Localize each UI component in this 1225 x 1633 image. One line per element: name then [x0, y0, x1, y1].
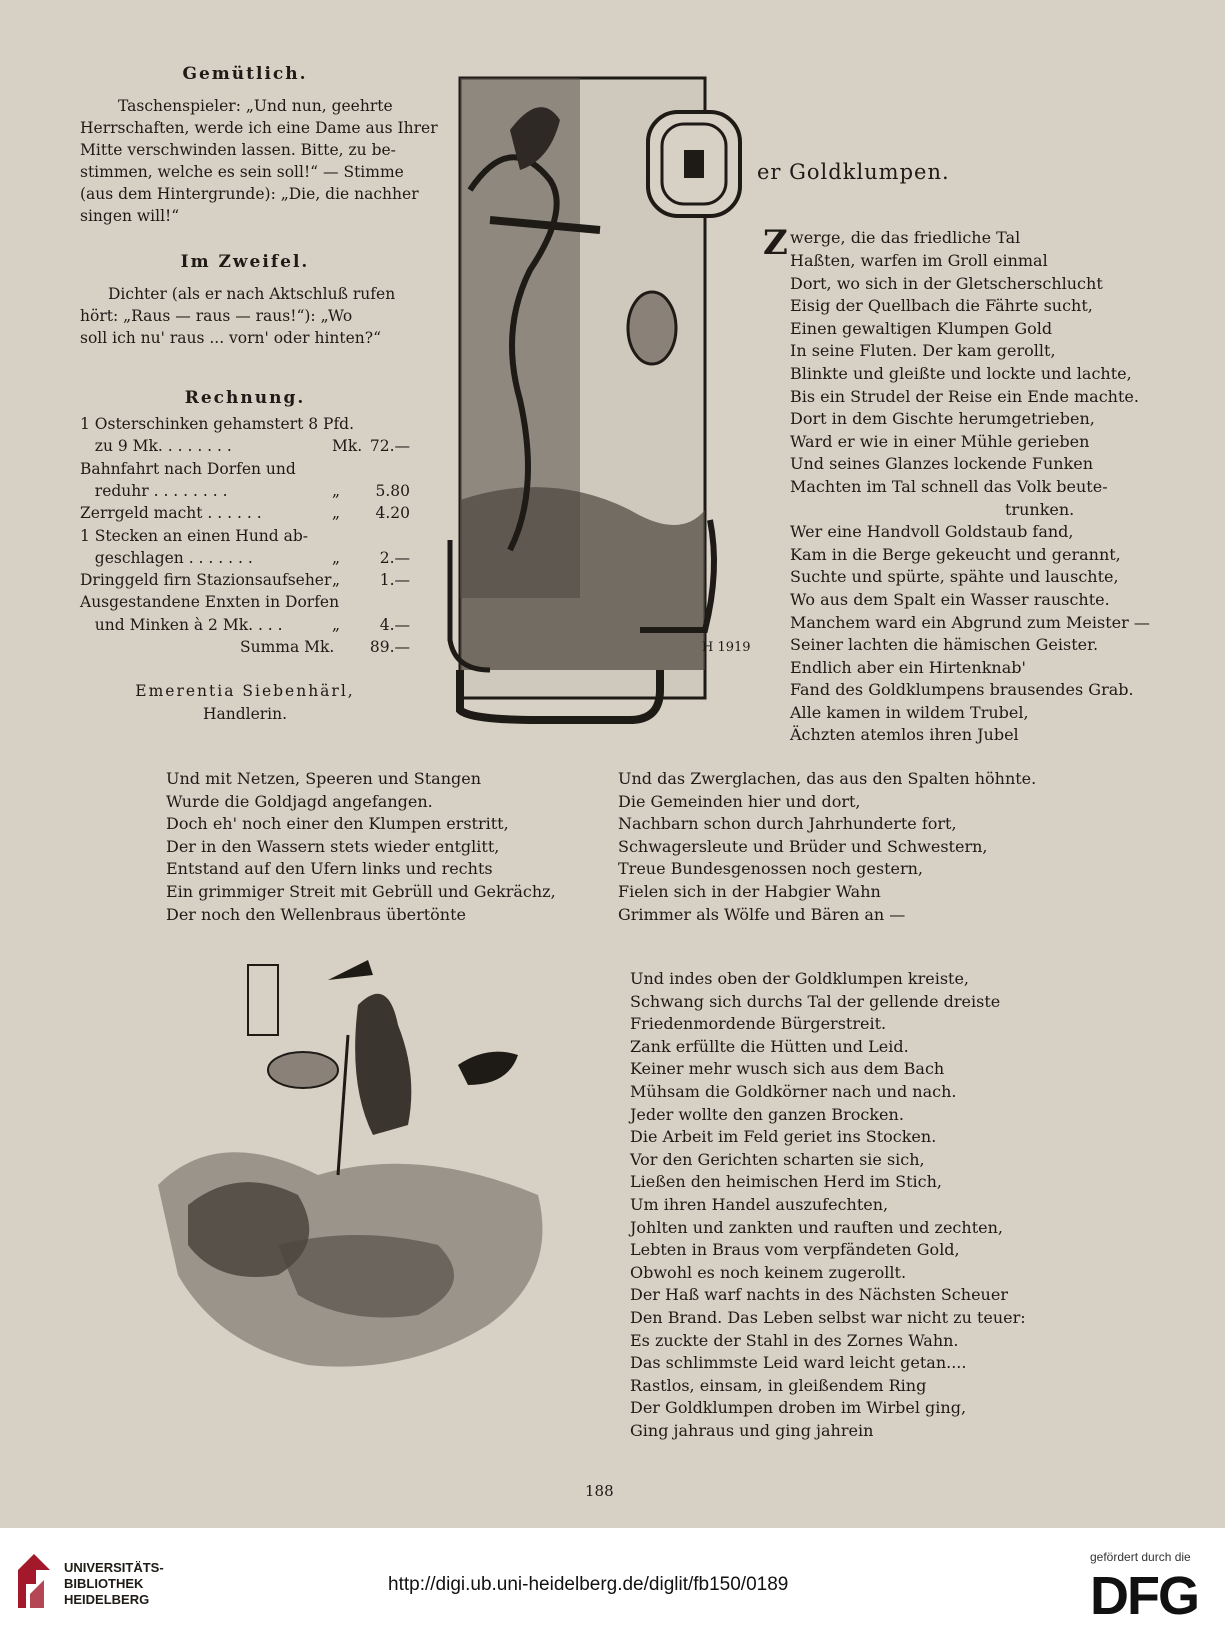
poem-line: Das schlimmste Leid ward leicht getan....: [630, 1353, 967, 1373]
rechnung-item: Bahnfahrt nach Dorfen und: [80, 459, 296, 478]
text-line: soll ich nu' raus ... vorn' oder hinten?“: [80, 329, 382, 347]
rechnung-row: [80, 504, 410, 526]
rechnung-currency: Mk.: [332, 437, 363, 456]
poem-line: Ließen den heimischen Herd im Stich,: [630, 1172, 943, 1192]
university-line-2: BIBLIOTHEK: [64, 1576, 144, 1591]
poem-line: Die Gemeinden hier und dort,: [618, 791, 861, 811]
digitization-footer: [0, 1528, 1225, 1633]
poem-line: Einen gewaltigen Klumpen Gold: [790, 318, 1053, 338]
poem-line: Doch eh' noch einer den Klumpen erstritt,: [166, 814, 509, 834]
poem-first-line: werge, die das friedliche Tal: [790, 228, 1021, 247]
poem-line: Lebten in Braus vom verpfändeten Gold,: [630, 1240, 960, 1260]
poem-line: Die Arbeit im Feld geriet ins Stocken.: [630, 1127, 937, 1147]
dfg-logo: DFG: [1090, 1566, 1198, 1626]
rechnung-amount: 89.—: [369, 638, 410, 656]
rechnung-item: zu 9 Mk. . . . . . . .: [80, 437, 232, 456]
rechnung-item: reduhr . . . . . . . .: [80, 481, 228, 500]
poem-line: Eisig der Quellbach die Fährte sucht,: [790, 296, 1093, 316]
text-line: hört: „Raus — raus — raus!“): „Wo: [80, 307, 353, 325]
poem-stanza-4: [630, 968, 1026, 1442]
text-line: Taschenspieler: „Und nun, geehrte: [118, 97, 393, 115]
poem-line: Grimmer als Wölfe und Bären an —: [618, 904, 906, 924]
rechnung-amount: 5.80: [375, 481, 410, 500]
heading-im-zweifel: Im Zweifel.: [180, 252, 310, 272]
rechnung-item: Zerrgeld macht . . . . . .: [80, 504, 262, 523]
rechnung-currency: Summa Mk.: [240, 638, 335, 656]
poem-title: er Goldklumpen.: [757, 160, 950, 184]
poem-line: Und mit Netzen, Speeren und Stangen: [166, 769, 482, 788]
rechnung-currency: „: [332, 615, 341, 634]
rechnung-amount: 4.—: [379, 615, 410, 634]
poem-line: Mühsam die Goldkörner nach und nach.: [630, 1081, 957, 1101]
poem-line: Der noch den Wellenbraus übertönte: [166, 904, 466, 924]
heading-rechnung: Rechnung.: [184, 388, 306, 408]
poem-line: Manchem ward ein Abgrund zum Meister —: [790, 612, 1150, 632]
text-line: Dichter (als er nach Aktschluß rufen: [108, 285, 396, 303]
poem-line: Bis ein Strudel der Reise ein Ende machte.: [790, 386, 1139, 406]
rechnung-amount: 1.—: [379, 571, 410, 590]
poem-line: Dort, wo sich in der Gletscherschlucht: [790, 273, 1103, 293]
poem-line: trunken.: [1005, 499, 1075, 519]
rechnung-item: 1 Stecken an einen Hund ab-: [80, 526, 309, 545]
poem-line: Der Goldklumpen droben im Wirbel ging,: [630, 1398, 967, 1418]
poem-line: Und indes oben der Goldklumpen kreiste,: [630, 969, 970, 988]
rechnung-amount: 72.—: [369, 437, 410, 456]
poem-line: Dort in dem Gischte herumgetrieben,: [790, 409, 1095, 429]
poem-stanza-2: [166, 768, 556, 926]
text-line: stimmen, welche es sein soll!“ — Stimme: [80, 163, 404, 181]
text-line: Mitte verschwinden lassen. Bitte, zu be-: [80, 141, 396, 159]
rechnung-row: [80, 482, 410, 504]
poem-line: Ward er wie in einer Mühle gerieben: [790, 431, 1090, 451]
poem-line: Den Brand. Das Leben selbst war nicht zu teuer:: [630, 1307, 1026, 1327]
poem-line: Treue Bundesgenossen noch gestern,: [618, 859, 924, 879]
poem-line: Und seines Glanzes lockende Funken: [790, 454, 1094, 474]
poem-line: Fielen sich in der Habgier Wahn: [618, 881, 881, 901]
poem-line: Kam in die Berge gekeucht und gerannt,: [790, 544, 1121, 564]
rechnung-currency: „: [332, 571, 341, 590]
signature-role: Handlerin.: [202, 705, 288, 723]
poem-line: Haßten, warfen im Groll einmal: [790, 251, 1048, 270]
poem-line: Seiner lachten die hämischen Geister.: [790, 635, 1099, 655]
rechnung-row: [80, 616, 410, 638]
poem-line: Johlten und zankten und rauften und zechten,: [630, 1217, 1003, 1237]
rechnung-currency: „: [332, 548, 341, 567]
poem-line: Um ihren Handel auszufechten,: [630, 1194, 889, 1214]
poem-line: In seine Fluten. Der kam gerollt,: [790, 341, 1056, 361]
poem-line: Der Haß warf nachts in des Nächsten Scheuer: [630, 1285, 1008, 1305]
poem-line: Fand des Goldklumpens brausendes Grab.: [790, 680, 1134, 700]
poem-line: Und das Zwerglachen, das aus den Spalten höhnte.: [618, 769, 1037, 788]
poem-line: Vor den Gerichten scharten sie sich,: [630, 1149, 925, 1169]
poem-line: Entstand auf den Ufern links und rechts: [166, 859, 493, 879]
rechnung-item: und Minken à 2 Mk. . . .: [80, 615, 283, 634]
rechnung-currency: „: [332, 504, 341, 523]
zweifel-text: [80, 283, 416, 349]
university-name: [64, 1560, 164, 1608]
poem-line: Ging jahraus und ging jahrein: [630, 1420, 874, 1440]
rechnung-item: Dringgeld firn Stazionsaufseher: [80, 571, 332, 590]
rechnung-row: [80, 460, 410, 482]
rechnung-row: [80, 593, 410, 615]
university-line-1: UNIVERSITÄTS-: [64, 1560, 164, 1575]
rechnung-row: [80, 527, 410, 549]
poem-stanza-3: [618, 768, 1036, 926]
text-line: singen will!“: [80, 207, 180, 225]
poem-dropcap: Z: [763, 223, 788, 263]
poem-line: Keiner mehr wusch sich aus dem Bach: [630, 1059, 945, 1079]
signature-name: Emerentia Siebenhärl,: [135, 682, 355, 700]
university-line-3: HEIDELBERG: [64, 1592, 150, 1607]
poem-line: Rastlos, einsam, in gleißendem Ring: [630, 1375, 927, 1395]
poem-line: Ächzten atemlos ihren Jubel: [790, 725, 1019, 745]
poem-line: Nachbarn schon durch Jahrhunderte fort,: [618, 814, 957, 834]
poem-line: Jeder wollte den ganzen Brocken.: [630, 1104, 904, 1124]
poem-stanza-1: [790, 250, 1150, 747]
gemuetlich-text: [80, 95, 438, 227]
source-url-link[interactable]: http://digi.ub.uni-heidelberg.de/diglit/fb150/0189: [388, 1574, 789, 1595]
rechnung-amount: 2.—: [379, 548, 410, 567]
rechnung-currency: „: [332, 481, 341, 500]
rechnung-item: geschlagen . . . . . . .: [80, 548, 253, 567]
poem-line: Friedenmordende Bürgerstreit.: [630, 1014, 887, 1034]
heading-gemuetlich: Gemütlich.: [182, 64, 308, 84]
rechnung-row: [80, 415, 410, 437]
text-line: Herrschaften, werde ich eine Dame aus Ihrer: [80, 119, 438, 137]
illustration-signature: H 1919: [702, 640, 751, 655]
university-logo-icon: [14, 1550, 54, 1610]
poem-line: Alle kamen in wildem Trubel,: [790, 702, 1029, 722]
text-line: (aus dem Hintergrunde): „Die, die nachher: [80, 185, 419, 203]
poem-line: Blinkte und gleißte und lockte und lachte,: [790, 363, 1132, 383]
poem-line: Schwang sich durchs Tal der gellende dreiste: [630, 991, 1001, 1011]
rechnung-row: [80, 638, 410, 660]
poem-line: Wer eine Handvoll Goldstaub fand,: [790, 522, 1074, 542]
rechnung-row: [80, 571, 410, 593]
poem-line: Der in den Wassern stets wieder entglitt,: [166, 836, 500, 856]
rechnung-row: [80, 437, 410, 459]
poem-line: Schwagersleute und Brüder und Schwestern,: [618, 836, 988, 856]
rechnung-item: 1 Osterschinken gehamstert 8 Pfd.: [80, 415, 355, 433]
funding-note: gefördert durch die: [1090, 1550, 1191, 1564]
poem-line: Zank erfüllte die Hütten und Leid.: [630, 1036, 909, 1056]
poem-line: Ein grimmiger Streit mit Gebrüll und Gekrächz,: [166, 881, 556, 901]
poem-line: Suchte und spürte, spähte und lauschte,: [790, 567, 1119, 587]
poem-line: Wurde die Goldjagd angefangen.: [166, 791, 433, 811]
poem-line: Wo aus dem Spalt ein Wasser rauschte.: [790, 589, 1110, 609]
shepherd-illustration: [158, 945, 578, 1385]
poem-line: Endlich aber ein Hirtenknab': [790, 657, 1026, 677]
poem-line: Machten im Tal schnell das Volk beute-: [790, 476, 1108, 496]
rechnung-amount: 4.20: [375, 504, 410, 523]
poem-line: Es zuckte der Stahl in des Zornes Wahn.: [630, 1330, 959, 1350]
rechnung-row: [80, 549, 410, 571]
page-number: 188: [585, 1482, 614, 1500]
poem-line: Obwohl es noch keinem zugerollt.: [630, 1262, 907, 1282]
rechnung-item: Ausgestandene Enxten in Dorfen: [80, 593, 340, 612]
